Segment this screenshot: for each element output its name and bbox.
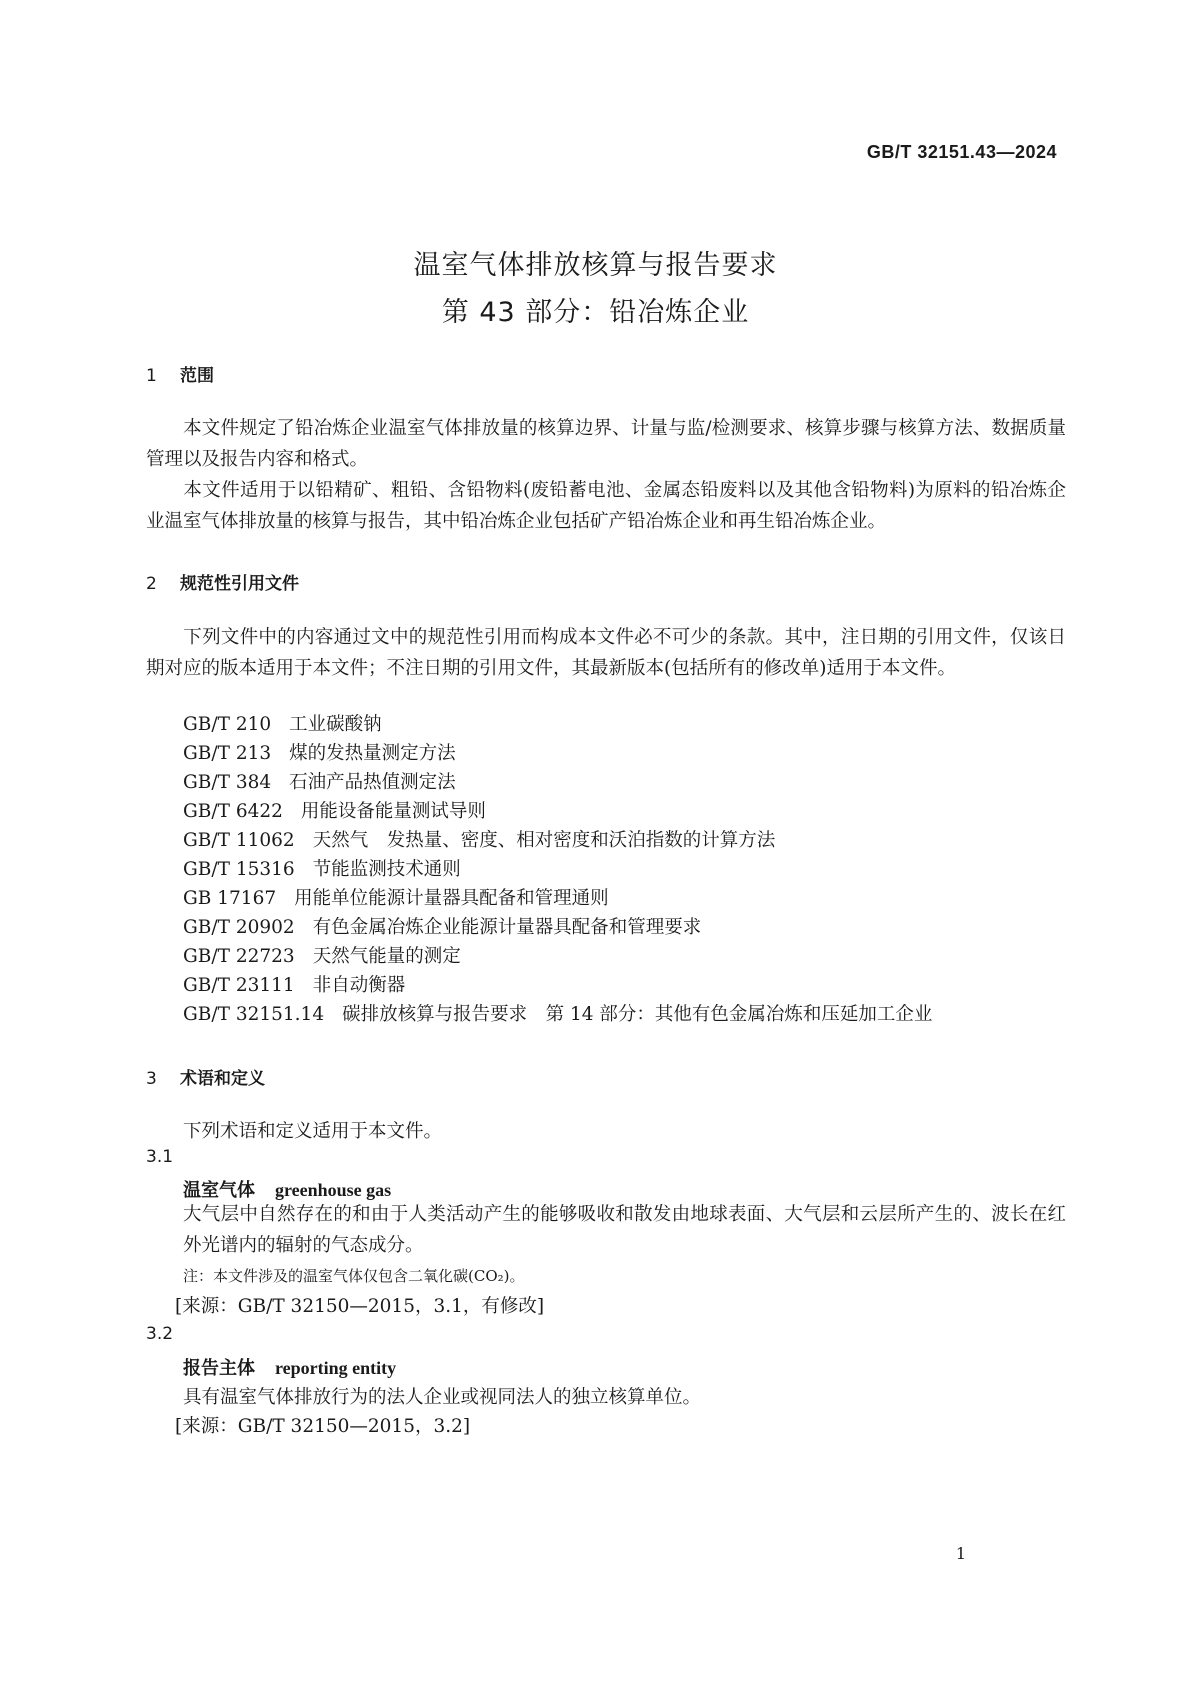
term-note: 注：本文件涉及的温室气体仅包含二氧化碳(CO₂)。 [183, 1267, 525, 1285]
reference-code: GB/T 6422 [183, 801, 283, 822]
reference-title: 工业碳酸钠 [289, 714, 382, 735]
reference-title: 石油产品热值测定法 [289, 772, 456, 793]
reference-code: GB/T 32151.14 [183, 1004, 325, 1025]
term-number: 3.2 [146, 1324, 174, 1344]
paragraph-text: 本文件适用于以铅精矿、粗铅、含铅物料(废铅蓄电池、金属态铅废料以及其他含铅物料)为原料的铅冶炼企业温室气体排放量的核算与报告，其中铅冶炼企业包括矿产铅冶炼企业和再生铅冶炼企业。 [146, 480, 1066, 532]
term-source: [来源：GB/T 32150—2015，3.1，有修改] [175, 1296, 545, 1317]
reference-code: GB/T 384 [183, 772, 272, 793]
reference-code: GB 17167 [183, 888, 277, 909]
paragraph [146, 413, 1066, 475]
reference-title: 有色金属冶炼企业能源计量器具配备和管理要求 [312, 917, 702, 938]
document-title: 温室气体排放核算与报告要求 [413, 250, 778, 281]
paragraph [146, 622, 1066, 684]
section-number: 3 [146, 1069, 157, 1089]
reference-code: GB/T 15316 [183, 859, 295, 880]
term-definition: 大气层中自然存在的和由于人类活动产生的能够吸收和散发由地球表面、大气层和云层所产生的、波长在红外光谱内的辐射的气态成分。 [183, 1204, 1066, 1256]
reference-item [183, 826, 775, 852]
reference-title: 用能设备能量测试导则 [300, 801, 486, 822]
reference-title: 煤的发热量测定方法 [289, 743, 456, 764]
reference-code: GB/T 11062 [183, 830, 295, 851]
term-number: 3.1 [146, 1147, 174, 1167]
reference-title: 非自动衡器 [312, 975, 406, 996]
reference-title: 碳排放核算与报告要求 第 14 部分：其他有色金属冶炼和压延加工企业 [342, 1004, 933, 1025]
reference-title: 用能单位能源计量器具配备和管理通则 [294, 888, 609, 909]
reference-item [183, 768, 456, 794]
reference-item [183, 855, 461, 881]
reference-code: GB/T 22723 [183, 946, 295, 967]
paragraph-text: 本文件规定了铅冶炼企业温室气体排放量的核算边界、计量与监/检测要求、核算步骤与核算方法、数据质量管理以及报告内容和格式。 [146, 418, 1066, 470]
reference-code: GB/T 23111 [183, 975, 295, 996]
term-definition: 具有温室气体排放行为的法人企业或视同法人的独立核算单位。 [183, 1387, 702, 1408]
section-number: 2 [146, 574, 157, 594]
paragraph [146, 475, 1066, 537]
section-heading-3 [146, 1064, 265, 1089]
reference-item [183, 971, 405, 997]
reference-item [183, 884, 609, 910]
reference-item [183, 739, 456, 765]
section-title: 规范性引用文件 [180, 574, 299, 594]
section-number: 1 [146, 366, 157, 386]
term-source: [来源：GB/T 32150—2015，3.2] [175, 1416, 471, 1437]
reference-item [183, 913, 701, 939]
term-zh: 报告主体 [183, 1358, 255, 1379]
reference-title: 天然气 发热量、密度、相对密度和沃泊指数的计算方法 [312, 830, 776, 851]
standard-code: GB/T 32151.43—2024 [866, 142, 1057, 162]
reference-code: GB/T 210 [183, 714, 272, 735]
reference-item [183, 942, 461, 968]
term-heading [183, 1354, 396, 1380]
term-en: reporting entity [275, 1358, 397, 1378]
term-zh: 温室气体 [183, 1180, 255, 1201]
paragraph-text: 下列文件中的内容通过文中的规范性引用而构成本文件必不可少的条款。其中，注日期的引用文件，仅该日期对应的版本适用于本文件；不注日期的引用文件，其最新版本(包括所有的修改单)适用于本文件。 [146, 627, 1066, 679]
term-en: greenhouse gas [275, 1180, 392, 1200]
reference-item [183, 710, 382, 736]
reference-title: 天然气能量的测定 [312, 946, 461, 967]
reference-code: GB/T 213 [183, 743, 272, 764]
reference-item [183, 797, 486, 823]
reference-title: 节能监测技术通则 [312, 859, 461, 880]
section-heading-2 [146, 569, 299, 594]
section-title: 范围 [180, 366, 214, 386]
section-intro: 下列术语和定义适用于本文件。 [183, 1121, 443, 1142]
document-subtitle: 第 43 部分：铅冶炼企业 [441, 297, 750, 328]
reference-item [183, 1000, 932, 1026]
page-number: 1 [955, 1544, 966, 1563]
reference-code: GB/T 20902 [183, 917, 295, 938]
section-title: 术语和定义 [180, 1069, 265, 1089]
section-heading-1 [146, 361, 214, 386]
